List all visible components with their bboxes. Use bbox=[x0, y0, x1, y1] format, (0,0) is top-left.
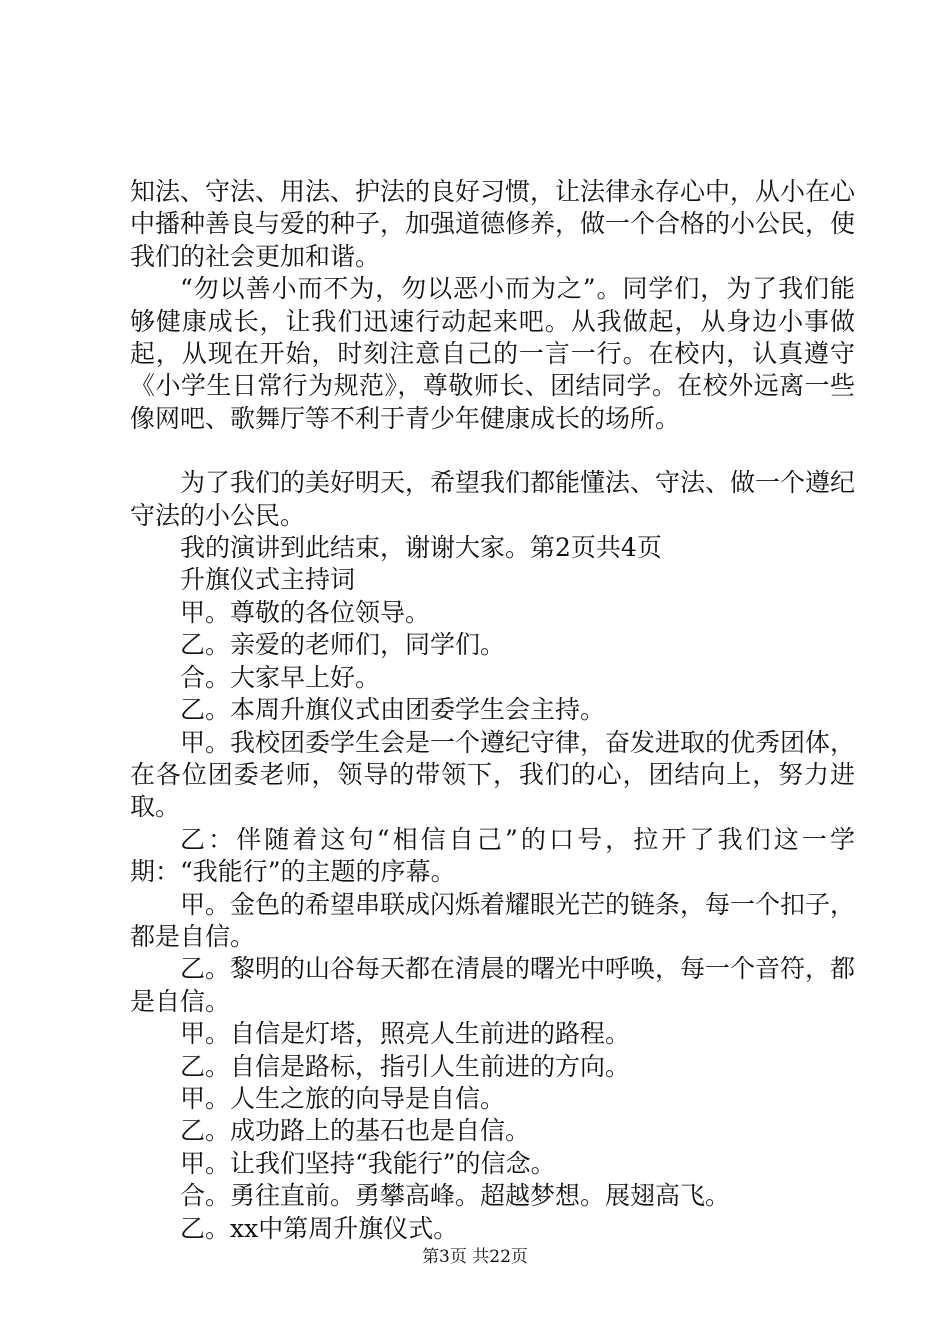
dialogue-line: 甲。让我们坚持“我能行”的信念。 bbox=[180, 1148, 556, 1178]
dialogue-line: 合。勇往直前。勇攀高峰。超越梦想。展翅高飞。 bbox=[180, 1181, 731, 1211]
dialogue-line: 乙。本周升旗仪式由团委学生会主持。 bbox=[180, 695, 606, 725]
dialogue-line: 甲。人生之旅的向导是自信。 bbox=[180, 1083, 506, 1113]
paragraph-closing: 我的演讲到此结束，谢谢大家。第2页共4页 bbox=[180, 533, 662, 563]
dialogue-line: 乙。黎明的山谷每天都在清晨的曙光中呼唤，每一个音符，都是自信。 bbox=[130, 954, 856, 1016]
section-heading: 升旗仪式主持词 bbox=[180, 565, 356, 595]
dialogue-line: 甲。尊敬的各位领导。 bbox=[180, 597, 431, 627]
dialogue-line: 乙。xx中第周升旗仪式。 bbox=[180, 1213, 459, 1243]
paragraph-future: 为了我们的美好明天，希望我们都能懂法、守法、做一个遵纪守法的小公民。 bbox=[130, 468, 856, 530]
dialogue-line: 乙。自信是路标，指引人生前进的方向。 bbox=[180, 1051, 631, 1081]
paragraph-law-habits: 知法、守法、用法、护法的良好习惯，让法律永存心中，从小在心中播种善良与爱的种子，加强道德修养，做一个合格的小公民，使我们的社会更加和谐。 bbox=[130, 177, 856, 271]
paragraph-spacer bbox=[130, 435, 855, 467]
paragraph-quote: “勿以善小而不为，勿以恶小而为之”。同学们，为了我们能够健康成长，让我们迅速行动起来吧。从我做起，从身边小事做起，从现在开始，时刻注意自己的一言一行。在校内，认真遵守《小学生日常行为规范》，尊敬师长、团结同学。在校外远离一些像网吧、歌舞厅等不利于青少年健康成长的场所。 bbox=[130, 274, 855, 433]
page-number-footer: 第3页 共22页 bbox=[422, 1247, 528, 1267]
dialogue-line: 乙。成功路上的基石也是自信。 bbox=[180, 1116, 531, 1146]
dialogue-line: 合。大家早上好。 bbox=[180, 662, 381, 692]
document-body bbox=[130, 176, 855, 1245]
dialogue-line: 乙：伴随着这句“相信自己”的口号，拉开了我们这一学期：“我能行”的主题的序幕。 bbox=[130, 824, 855, 887]
dialogue-line: 乙。亲爱的老师们，同学们。 bbox=[180, 630, 506, 660]
dialogue-line: 甲。我校团委学生会是一个遵纪守律，奋发进取的优秀团体，在各位团委老师，领导的带领下，我们的心，团结向上，努力进取。 bbox=[130, 727, 856, 822]
dialogue-line: 甲。金色的希望串联成闪烁着耀眼光芒的链条，每一个扣子，都是自信。 bbox=[130, 889, 856, 951]
dialogue-line: 甲。自信是灯塔，照亮人生前进的路程。 bbox=[180, 1019, 631, 1049]
